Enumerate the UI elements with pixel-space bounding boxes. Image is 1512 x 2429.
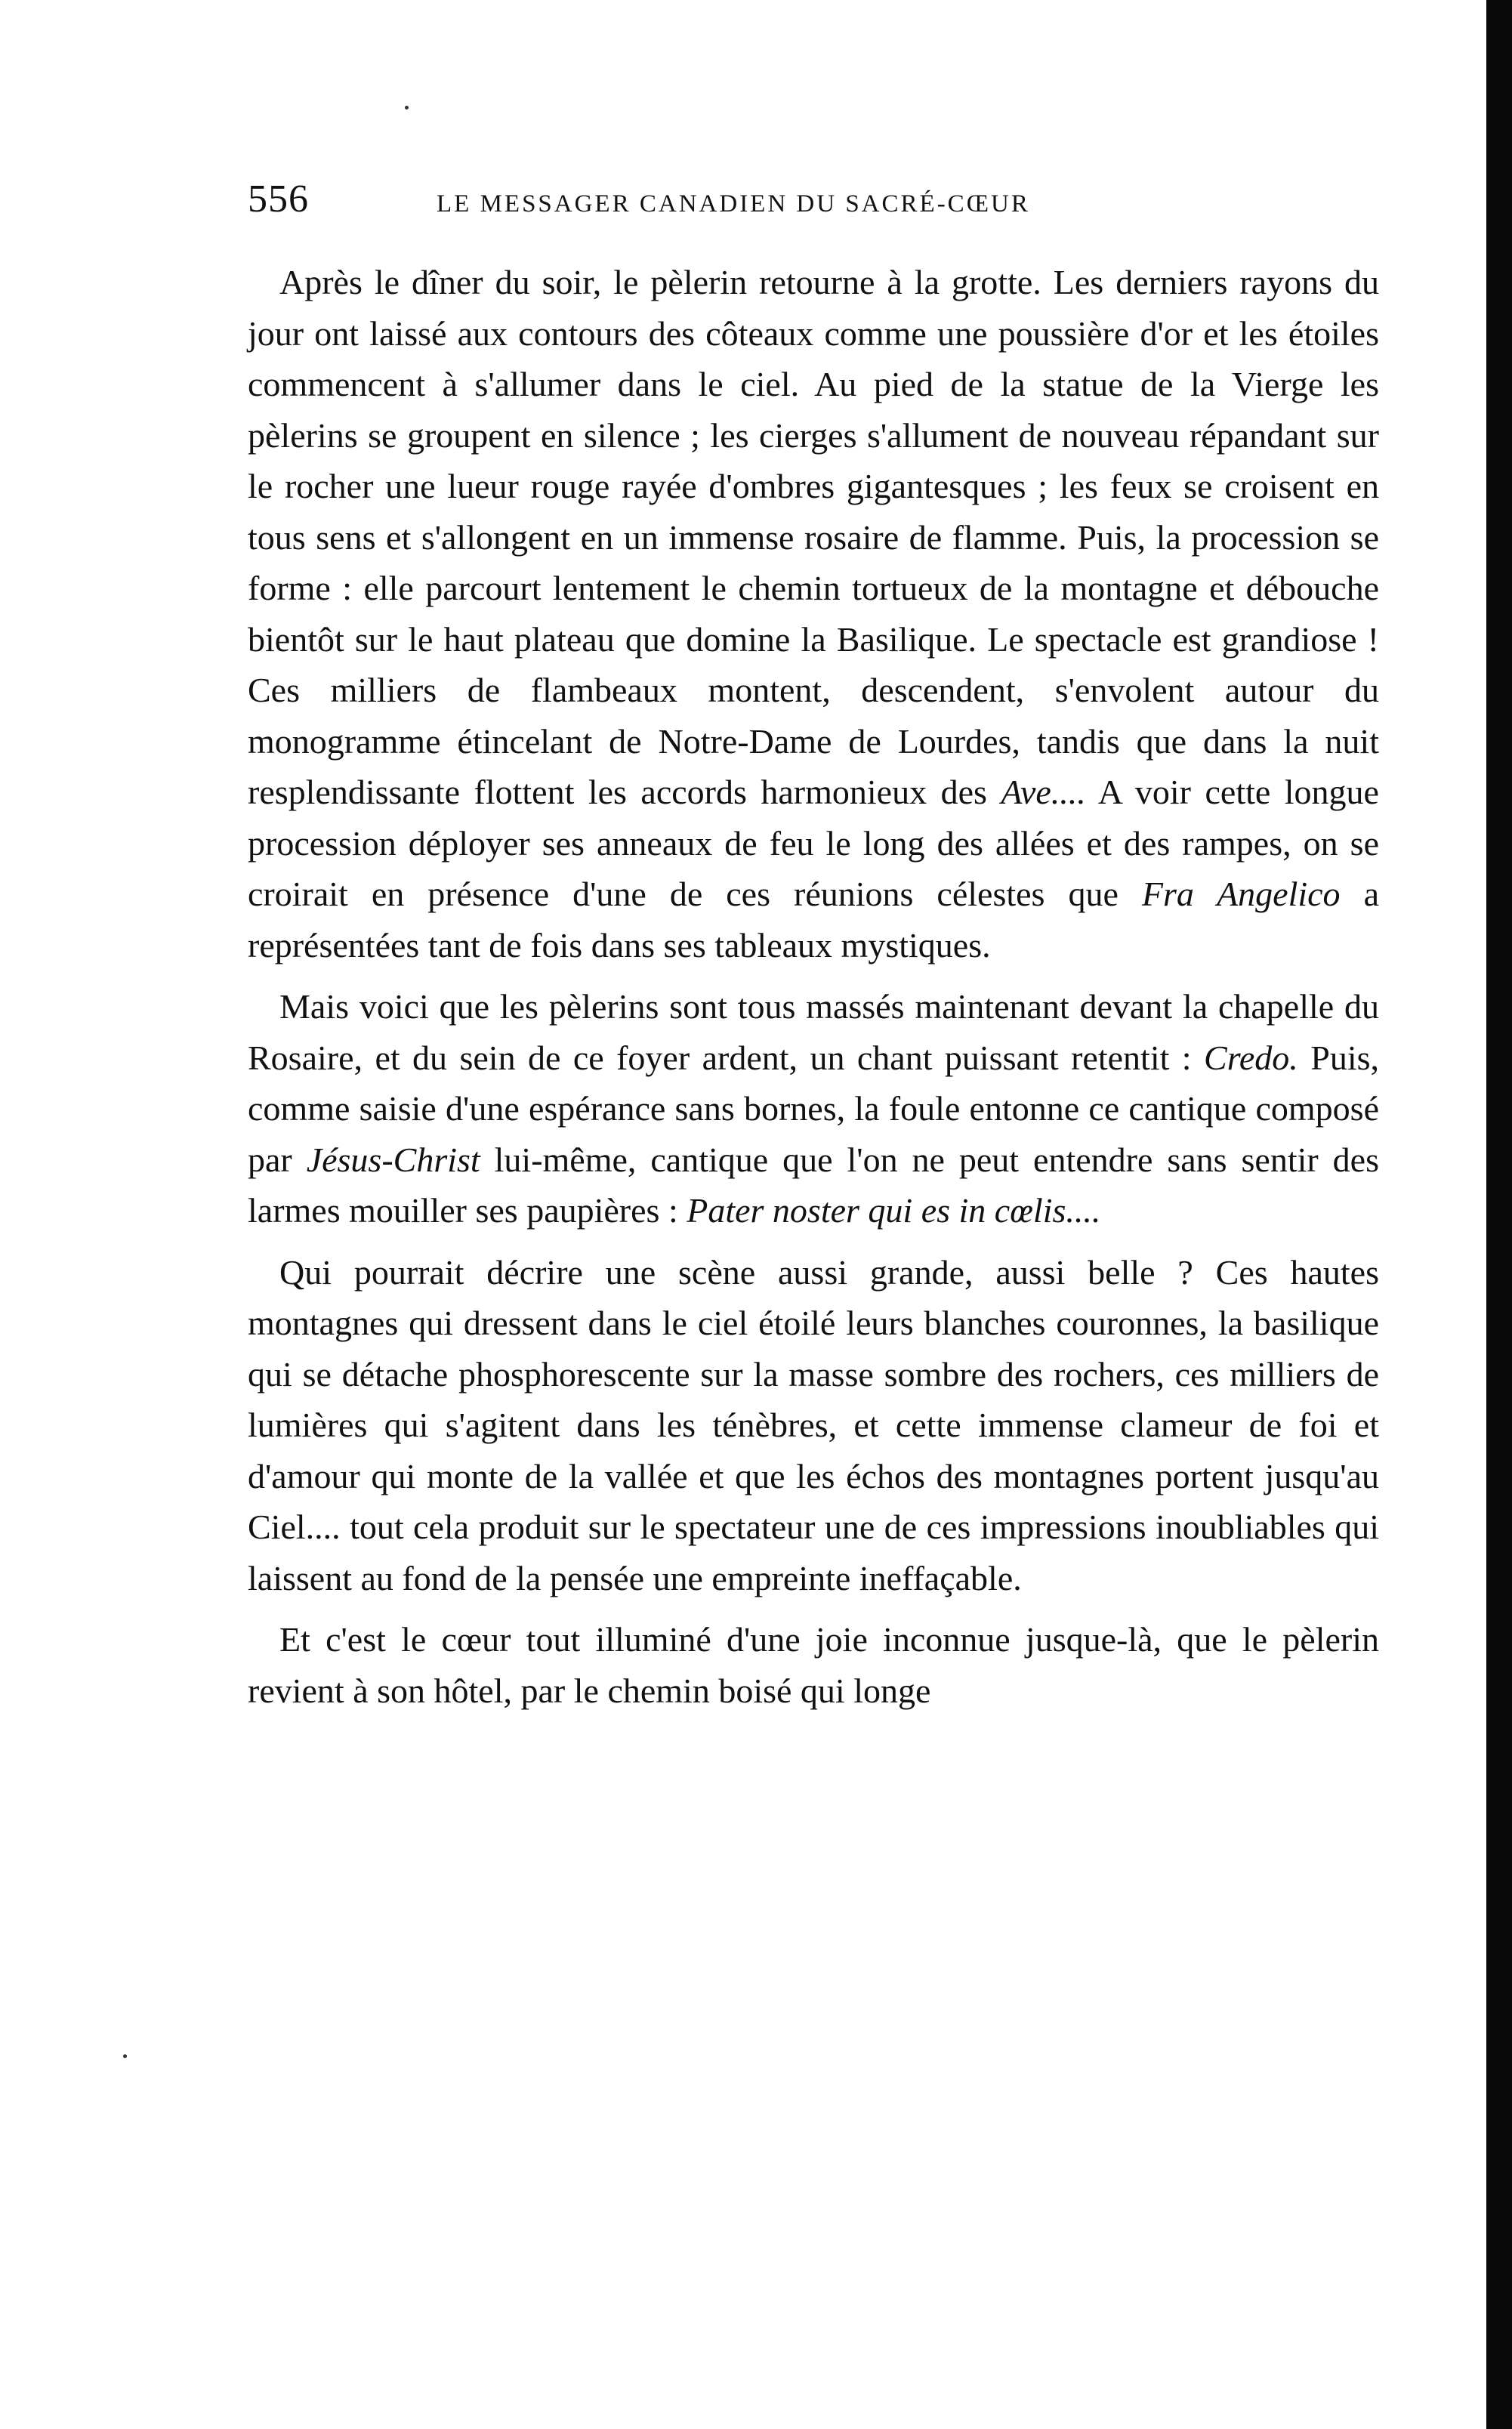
paragraph: [248, 981, 1379, 1236]
text-run: Après le dîner du soir, le pèlerin retourne à la grotte. Les derniers rayons du jour ont laissé aux contours des côteaux comme une poussière d'or et les étoiles commencent à s'allumer dans le ciel. Au pied de la statue de la Vierge les pèlerins se groupent en silence ; les cierges s'allument de nouveau répandant sur le rocher une lueur rouge rayée d'ombres gigantesques ; les feux se croisent en tous sens et s'allongent en un immense rosaire de flamme. Puis, la procession se forme : elle parcourt lentement le chemin tortueux de la montagne et débouche bientôt sur le haut plateau que domine la Basilique. Le spectacle est grandiose ! Ces milliers de flambeaux montent, descendent, s'envolent autour du monogramme étincelant de Notre-Dame de Lourdes, tandis que dans la nuit resplendissante flottent les accords harmonieux des: [248, 263, 1379, 811]
body-text: [248, 257, 1379, 1727]
italic-text: Pater noster qui es in cœlis....: [687, 1191, 1101, 1230]
paragraph: [248, 1614, 1379, 1716]
italic-text: Credo.: [1204, 1038, 1298, 1077]
text-run: Qui pourrait décrire une scène aussi grande, aussi belle ? Ces hautes montagnes qui dressent dans le ciel étoilé leurs blanches couronnes, la basilique qui se détache phosphorescente sur la masse sombre des rochers, ces milliers de lumières qui s'agitent dans les ténèbres, et cette immense clameur de foi et d'amour qui monte de la vallée et que les échos des montagnes portent jusqu'au Ciel.... tout cela produit sur le spectateur une de ces impressions inoubliables qui laissent au fond de la pensée une empreinte ineffaçable.: [248, 1252, 1379, 1597]
italic-text: Fra Angelico: [1141, 875, 1341, 913]
page-header: [248, 177, 1396, 230]
text-run: lui-même, cantique que l'on ne peut entendre sans sentir des larmes mouiller ses paupières :: [248, 1140, 1379, 1230]
page-edge-shadow: [1486, 0, 1512, 2429]
text-run: A voir cette longue procession déployer ses anneaux de feu le long des allées et des rampes, on se croirait en présence d'une de ces réunions célestes que: [248, 773, 1379, 913]
paragraph: [248, 257, 1379, 971]
running-head: LE MESSAGER CANADIEN DU SACRÉ-CŒUR: [437, 190, 1030, 218]
page-number: 556: [248, 177, 309, 221]
print-speck: [123, 2054, 127, 2058]
text-run: Et c'est le cœur tout illuminé d'une joie inconnue jusque-là, que le pèlerin revient à son hôtel, par le chemin boisé qui longe: [248, 1620, 1379, 1710]
italic-text: Jésus-Christ: [306, 1140, 480, 1179]
text-run: Puis, comme saisie d'une espérance sans bornes, la foule entonne ce cantique composé par: [248, 1038, 1380, 1179]
paragraph: [248, 1247, 1379, 1604]
text-run: a représentées tant de fois dans ses tableaux mystiques.: [248, 875, 1379, 965]
print-speck: [405, 106, 409, 110]
italic-text: Ave....: [1001, 773, 1086, 811]
text-run: Mais voici que les pèlerins sont tous massés maintenant devant la chapelle du Rosaire, et du sein de ce foyer ardent, un chant puissant retentit :: [248, 987, 1379, 1077]
